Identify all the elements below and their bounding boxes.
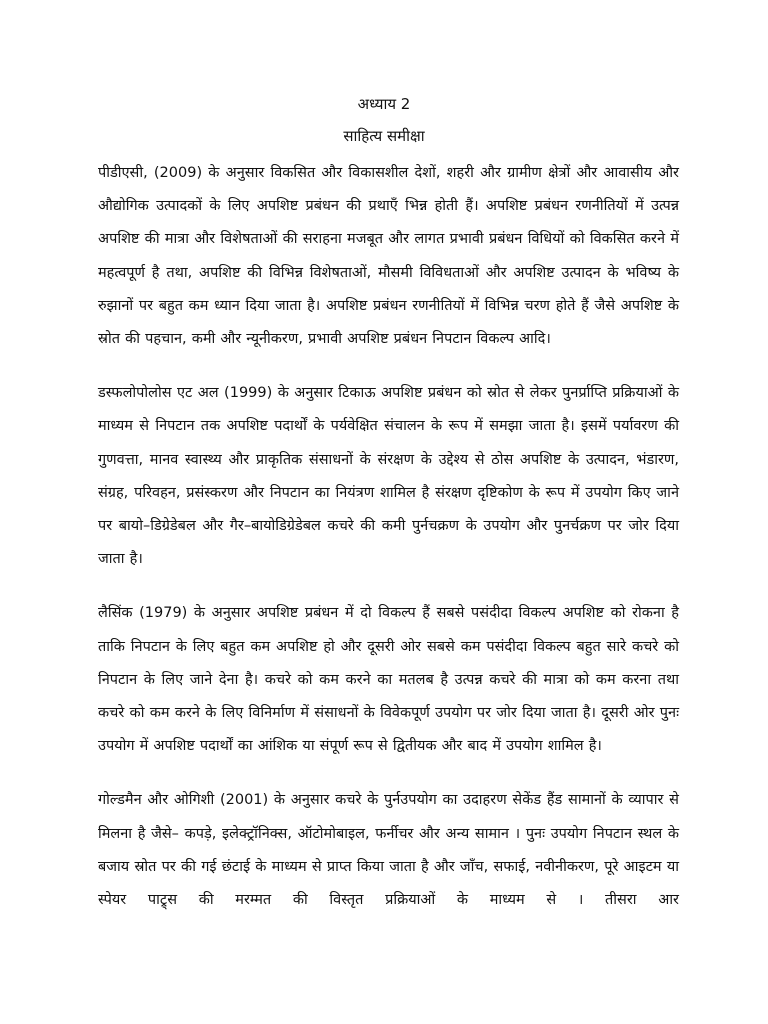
body-text <box>98 157 679 917</box>
chapter-heading: अध्याय 2 <box>357 95 411 113</box>
paragraph-4: गोल्डमैन और ओगिशी (2001) के अनुसार कचरे के पुर्नउपयोग का उदाहरण सेकेंड हैंड सामानों के व्यापार से मिलना है जैसे– कपड़े, इलेक्ट्रॉनिक्स, ऑटोमोबाइल, फर्नीचर और अन्य सामान । पुनः उपयोग निपटान स्थल के बजाय स्रोत पर की गई छंटाई के माध्यम से प्राप्त किया जाता है और जाँच, सफाई, नवीनीकरण, पूरे आइटम या स्पेयर पाट्र्स की मरम्मत की विस्तृत प्रक्रियाओं के माध्यम से । तीसरा आर <box>98 792 679 909</box>
section-title: साहित्य समीक्षा <box>343 127 425 145</box>
paragraph-3: लैसिंक (1979) के अनुसार अपशिष्ट प्रबंधन में दो विकल्प हैं सबसे पसंदीदा विकल्प अपशिष्ट को रोकना है ताकि निपटान के लिए बहुत कम अपशिष्ट हो और दूसरी ओर सबसे कम पसंदीदा विकल्प बहुत सारे कचरे को निपटान के लिए जाने देना है। कचरे को कम करने का मतलब है उत्पन्न कचरे की मात्रा को कम करना तथा कचरे को कम करने के लिए विनिर्माण में संसाधनों के विवेकपूर्ण उपयोग पर जोर दिया जाता है। दूसरी ओर पुनः उपयोग में अपशिष्ट पदार्थों का आंशिक या संपूर्ण रूप से द्वितीयक और बाद में उपयोग शामिल है। <box>98 605 679 755</box>
paragraph-2: डस्फलोपोलोस एट अल (1999) के अनुसार टिकाऊ अपशिष्ट प्रबंधन को स्रोत से लेकर पुनर्प्राप्ति प्रक्रियाओं के माध्यम से निपटान तक अपशिष्ट पदार्थों के पर्यवेक्षित संचालन के रूप में समझा जाता है। इसमें पर्यावरण की गुणवत्ता, मानव स्वास्थ्य और प्राकृतिक संसाधनों के संरक्षण के उद्देश्य से ठोस अपशिष्ट के उत्पादन, भंडारण, संग्रह, परिवहन, प्रसंस्करण और निपटान का नियंत्रण शामिल है संरक्षण दृष्टिकोण के रूप में उपयोग किए जाने पर बायो–डिग्रेडेबल और गैर–बायोडिग्रेडेबल कचरे की कमी पुर्नचक्रण के उपयोग और पुनर्चक्रण पर जोर दिया जाता है। <box>98 385 679 568</box>
paragraph-1: पीडीएसी, (2009) के अनुसार विकसित और विकासशील देशों, शहरी और ग्रामीण क्षेत्रों और आवासीय और औद्योगिक उत्पादकों के लिए अपशिष्ट प्रबंधन की प्रथाएँ भिन्न होती हैं। अपशिष्ट प्रबंधन रणनीतियों में उत्पन्न अपशिष्ट की मात्रा और विशेषताओं की सराहना मजबूत और लागत प्रभावी प्रबंधन विधियों को विकसित करने में महत्वपूर्ण है तथा, अपशिष्ट की विभिन्न विशेषताओं, मौसमी विविधताओं और अपशिष्ट उत्पादन के भविष्य के रुझानों पर बहुत कम ध्यान दिया जाता है। अपशिष्ट प्रबंधन रणनीतियों में विभिन्न चरण होते हैं जैसे अपशिष्ट के स्रोत की पहचान, कमी और न्यूनीकरण, प्रभावी अपशिष्ट प्रबंधन निपटान विकल्प आदि। <box>98 165 679 348</box>
